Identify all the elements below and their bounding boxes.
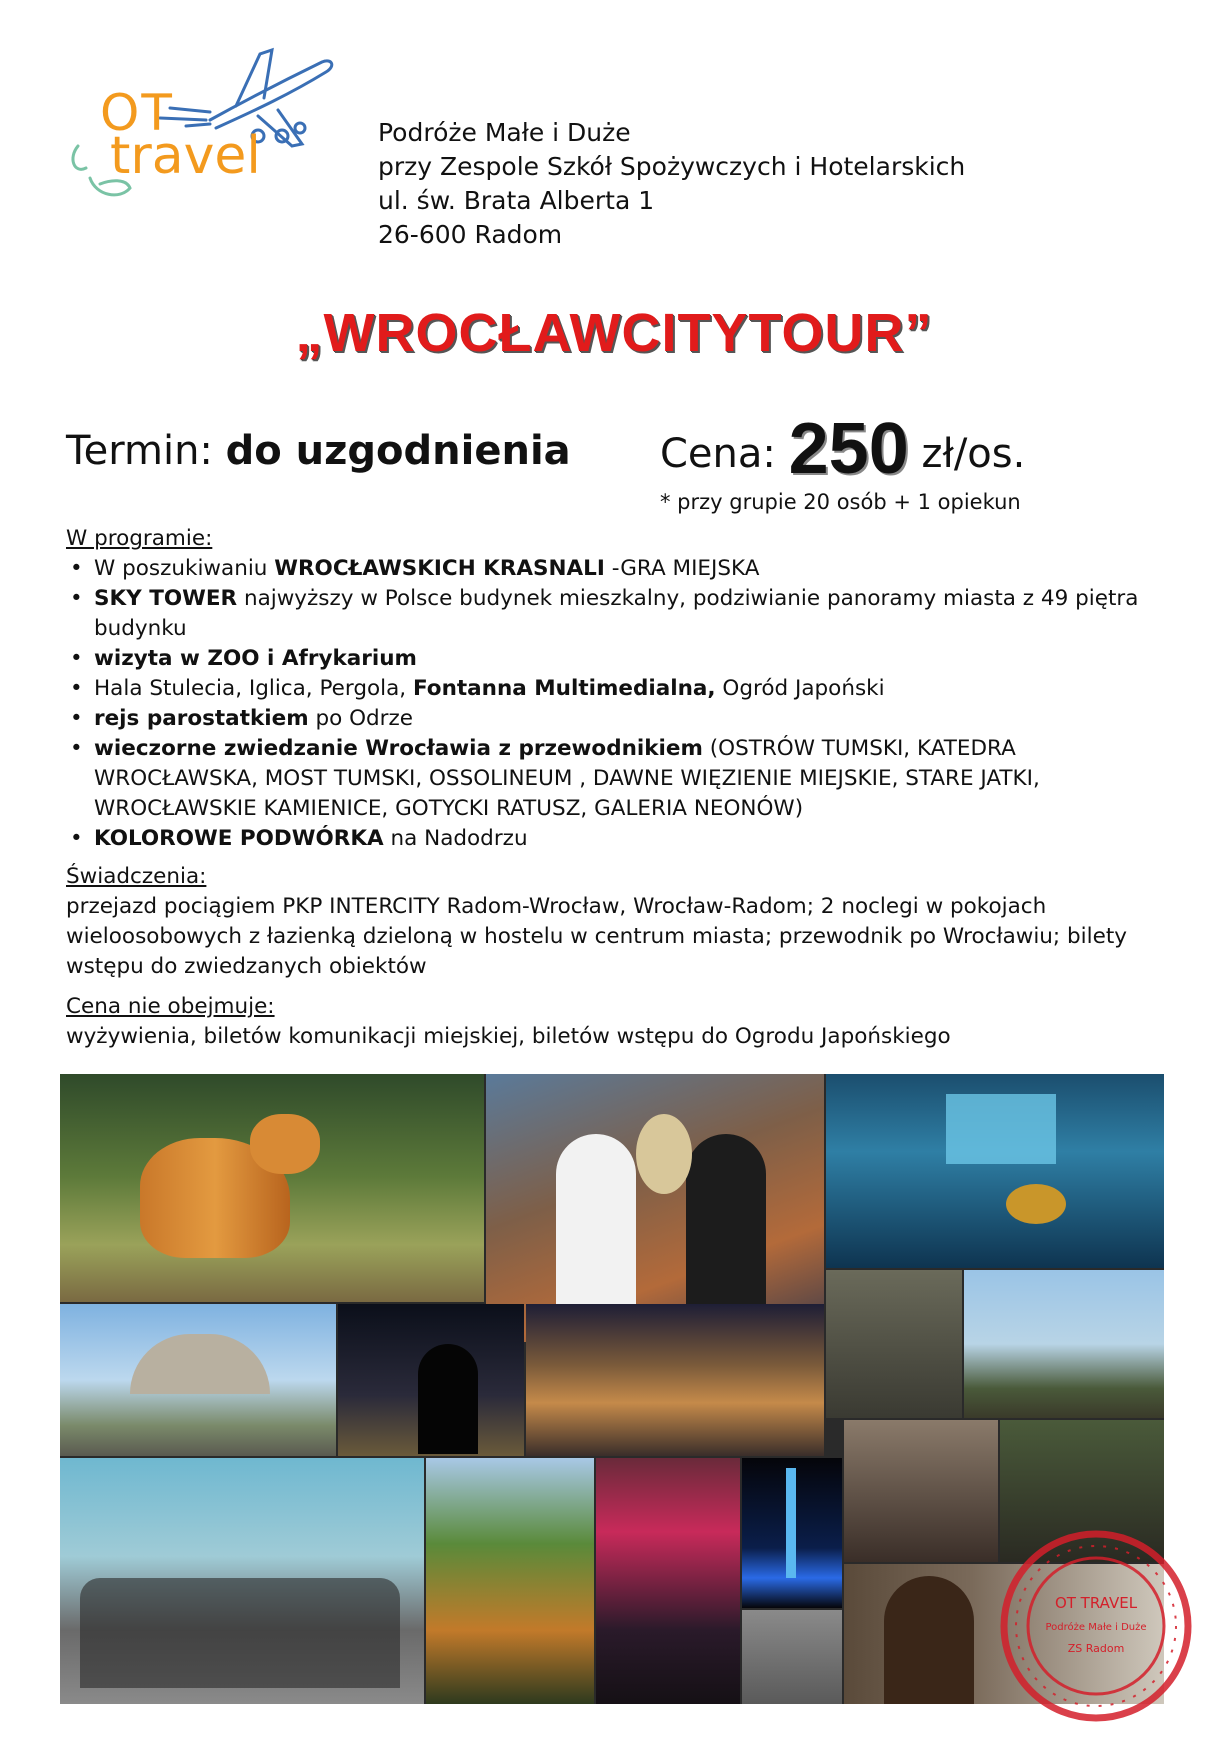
price-unit: zł/os.	[921, 431, 1026, 477]
photo-group-mural	[60, 1458, 424, 1704]
price-label: Cena:	[660, 431, 776, 477]
services-section	[66, 862, 1176, 982]
photo-guitar-evening	[844, 1420, 998, 1562]
photo-dwarf-statue	[742, 1610, 842, 1704]
stamp-text: OT TRAVEL	[1054, 1594, 1138, 1612]
list-item: • rejs parostatkiem po Odrze	[94, 704, 1176, 734]
logo-ot-text: OT	[100, 84, 174, 142]
logo	[60, 28, 340, 218]
date-label: Termin:	[66, 428, 213, 474]
list-item: • Hala Stulecia, Iglica, Pergola, Fontanna Multimedialna, Ogród Japoński	[94, 674, 1176, 704]
photo-tiger	[60, 1074, 484, 1302]
photo-aquarium	[826, 1074, 1164, 1268]
address-line: ul. św. Brata Alberta 1	[378, 186, 655, 215]
stamp-text: ZS Radom	[1067, 1642, 1125, 1655]
price-value: 250	[788, 409, 909, 489]
company-stamp	[998, 1528, 1194, 1724]
date-info	[66, 428, 571, 474]
photo-multimedia-fountain	[742, 1458, 842, 1608]
price-info	[660, 408, 1025, 490]
organizer-address	[378, 116, 965, 252]
address-line: Podróże Małe i Duże	[378, 118, 631, 147]
excluded-heading: Cena nie obejmuje:	[66, 994, 275, 1019]
program-heading: W programie:	[66, 526, 213, 551]
page-title: „WROCŁAWCITYTOUR”	[295, 303, 933, 363]
date-value: do uzgodnienia	[225, 428, 571, 474]
list-item: • KOLOROWE PODWÓRKA na Nadodrzu	[94, 824, 1176, 854]
price-note: * przy grupie 20 osób + 1 opiekun	[660, 490, 1021, 514]
services-heading: Świadczenia:	[66, 864, 207, 889]
photo-japanese-garden	[426, 1458, 594, 1704]
services-text: przejazd pociągiem PKP INTERCITY Radom-Wrocław, Wrocław-Radom; 2 noclegi w pokojach wieloosobowych z łazienką dzieloną w hostelu w centrum miasta; przewodnik po Wrocławiu; bilety wstępu do zwiedzanych obiektów	[66, 894, 1127, 979]
photo-scream-mural	[486, 1074, 824, 1342]
address-line: 26-600 Radom	[378, 220, 563, 249]
logo-travel-text: travel	[110, 126, 261, 186]
photo-centennial-hall	[60, 1304, 336, 1456]
photo-neon-gallery	[596, 1458, 740, 1704]
excluded-section	[66, 992, 1176, 1052]
photo-market-square-night	[526, 1304, 824, 1456]
list-item: • wieczorne zwiedzanie Wrocławia z przewodnikiem (OSTRÓW TUMSKI, KATEDRA WROCŁAWSKA, MOST TUMSKI, OSSOLINEUM , DAWNE WIĘZIENIE MIEJSKIE, STARE JATKI, WROCŁAWSKIE KAMIENICE, GOTYCKI RATUSZ, GALERIA NEONÓW)	[94, 734, 1176, 824]
photo-sky-tower-view	[338, 1304, 524, 1456]
excluded-text: wyżywienia, biletów komunikacji miejskiej, biletów wstępu do Ogrodu Japońskiego	[66, 1024, 951, 1049]
address-line: przy Zespole Szkół Spożywczych i Hotelarskich	[378, 152, 966, 181]
photo-river-bridge	[964, 1270, 1164, 1418]
list-item: • W poszukiwaniu WROCŁAWSKICH KRASNALI -GRA MIEJSKA	[94, 554, 1176, 584]
photo-zoo-visitors	[826, 1270, 962, 1418]
program-list	[66, 554, 1176, 854]
stamp-text: Podróże Małe i Duże	[1045, 1622, 1147, 1633]
list-item: • wizyta w ZOO i Afrykarium	[94, 644, 1176, 674]
program-section	[66, 524, 1176, 854]
list-item: • SKY TOWER najwyższy w Polsce budynek mieszkalny, podziwianie panoramy miasta z 49 piętra budynku	[94, 584, 1176, 644]
